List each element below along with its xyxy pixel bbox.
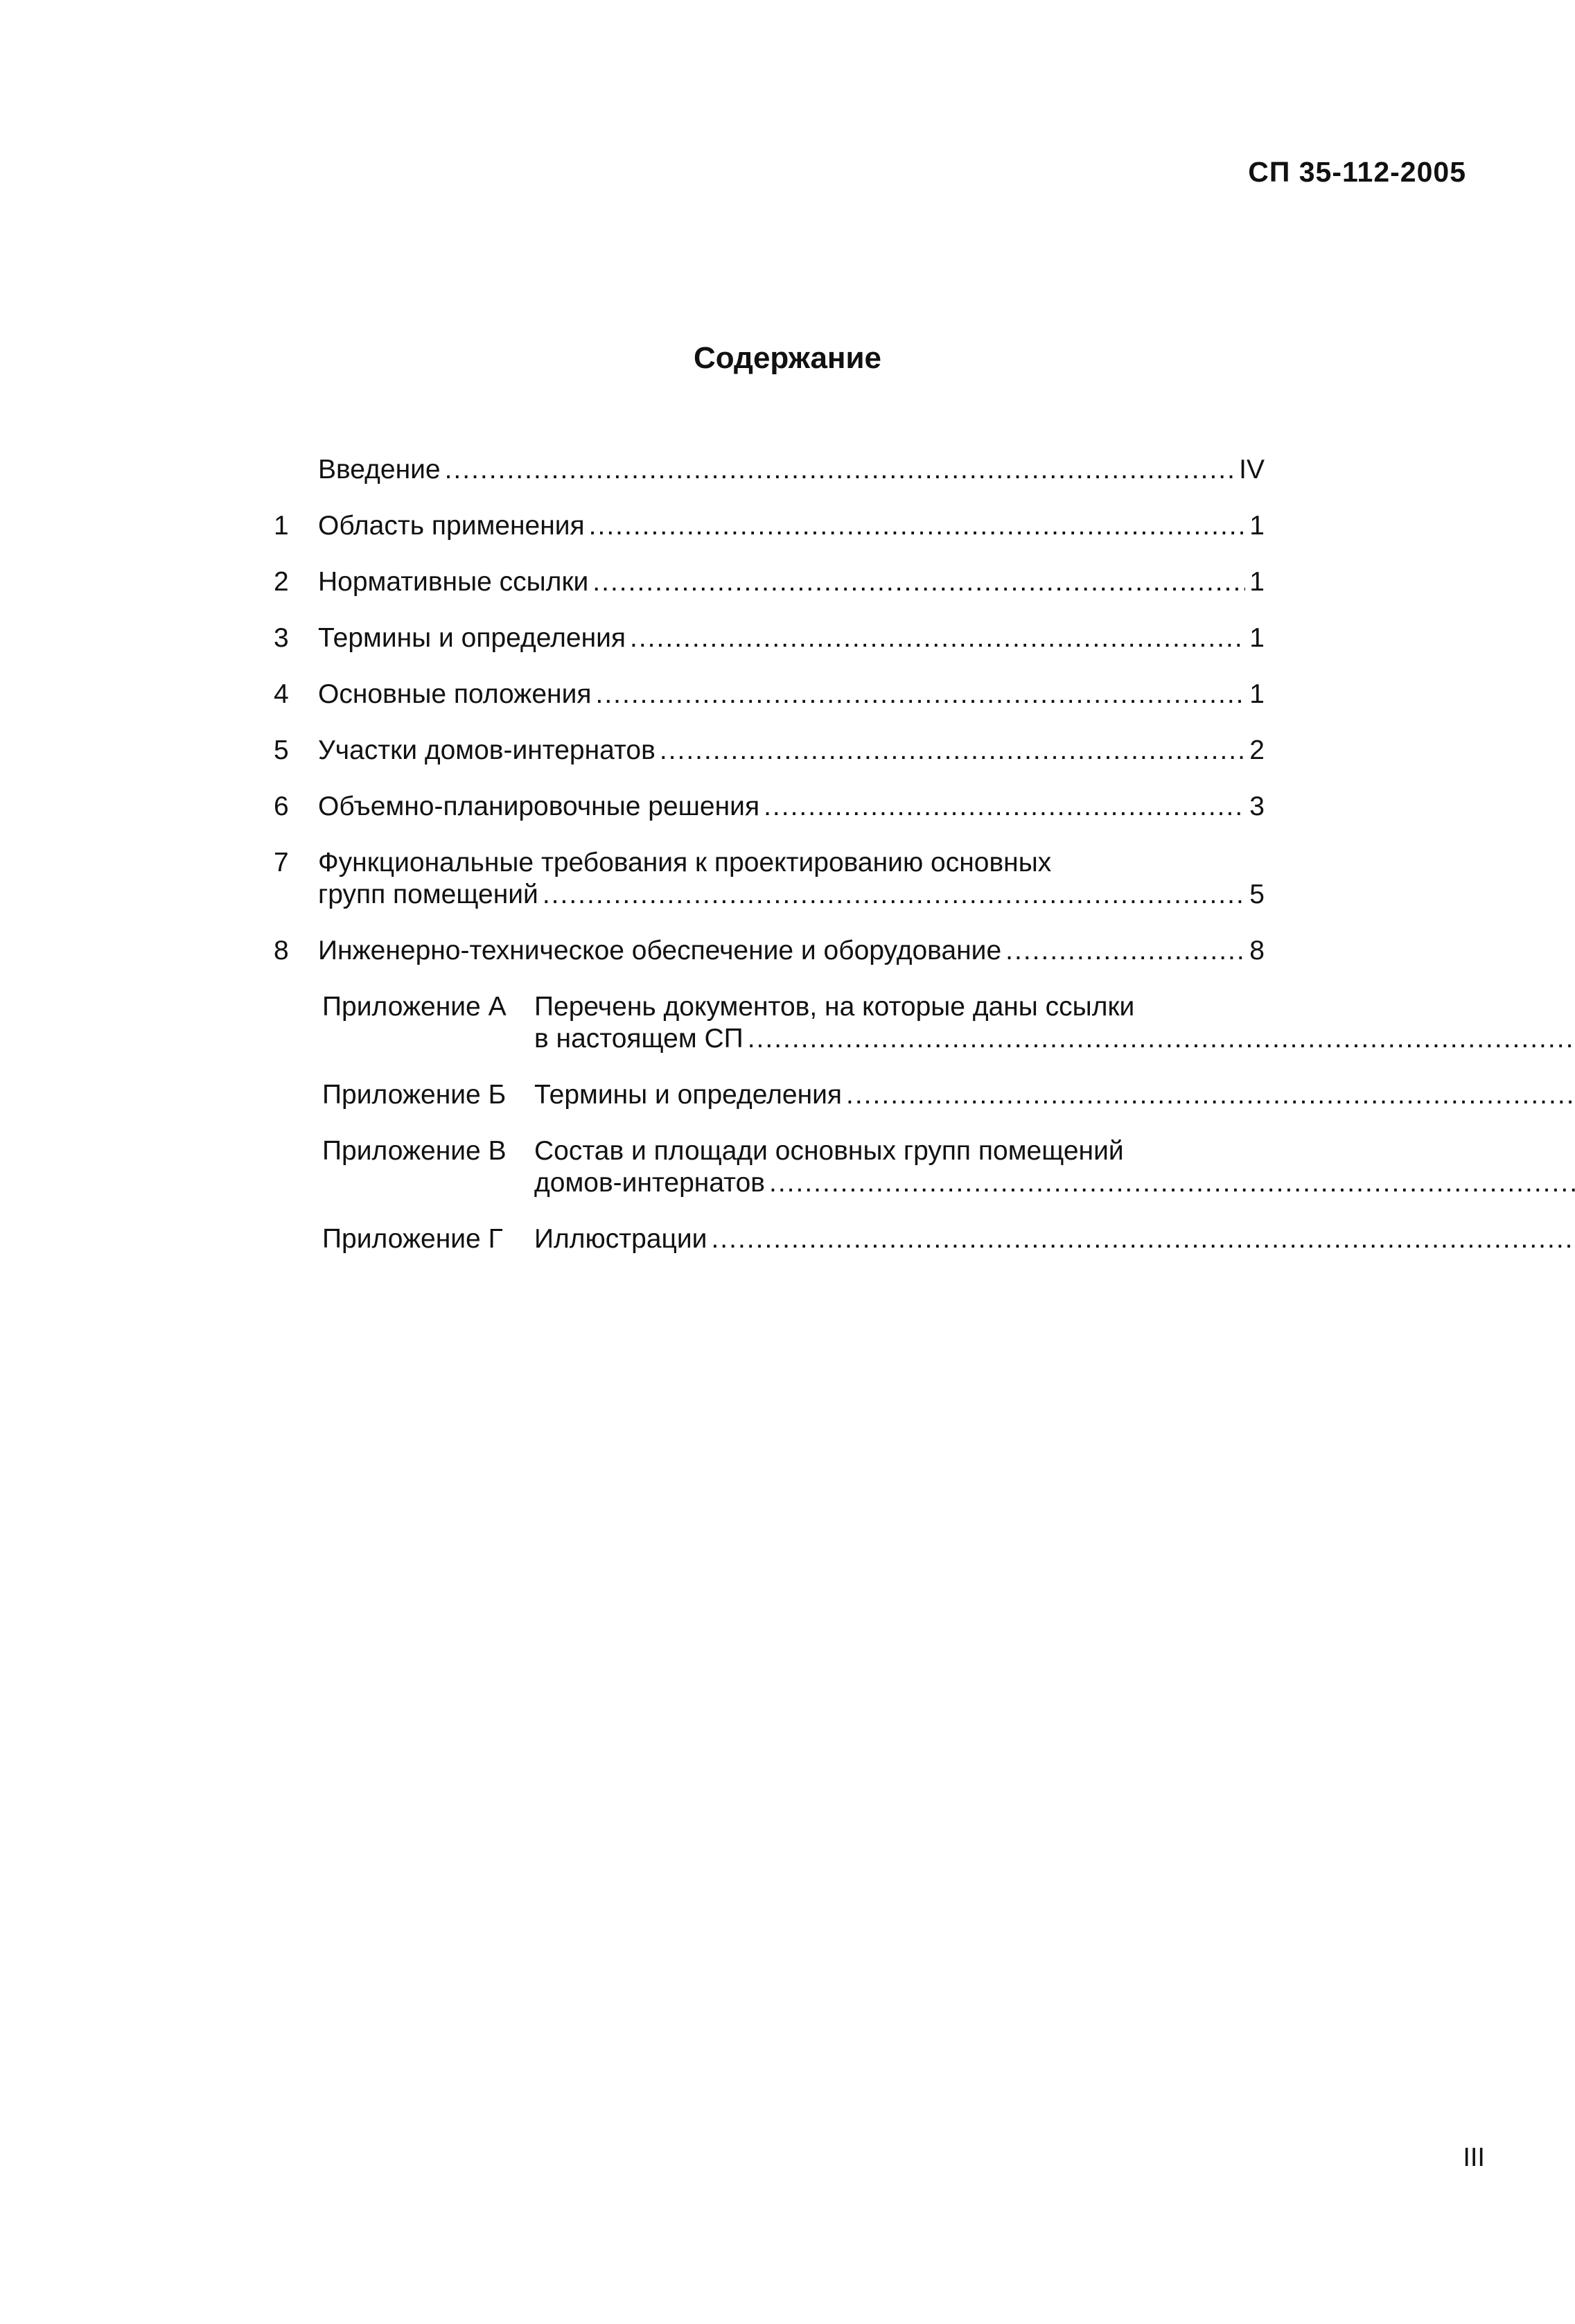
dot-leader — [846, 1079, 1575, 1111]
toc-entry-page: 3 — [1249, 792, 1265, 821]
toc-entry-scope[interactable] — [274, 510, 1265, 542]
toc-entry-page: 1 — [1249, 679, 1265, 709]
toc-entry-number: 1 — [274, 511, 289, 541]
toc-entry-page: 2 — [1249, 735, 1265, 765]
appendix-label: Приложение Б — [322, 1080, 507, 1110]
toc-entry-functional-requirements[interactable] — [274, 847, 1265, 911]
toc-title: Содержание — [693, 341, 882, 375]
appendix-title: Термины и определения — [534, 1080, 843, 1110]
toc-entry-main-provisions[interactable] — [274, 679, 1265, 710]
toc-entry-terms[interactable] — [274, 622, 1265, 654]
toc-appendix-b[interactable] — [274, 1079, 1265, 1111]
dot-leader — [764, 791, 1245, 823]
toc-entry-number: 6 — [274, 792, 289, 821]
table-of-contents — [274, 454, 1265, 1279]
document-code: СП 35-112-2005 — [1248, 156, 1466, 188]
toc-entry-page: 1 — [1249, 567, 1265, 597]
appendix-title-line-2: домов-интернатов — [534, 1168, 765, 1198]
toc-entry-number: 4 — [274, 679, 289, 709]
toc-entry-title: Область применения — [318, 511, 585, 541]
toc-entry-page: 5 — [1249, 880, 1265, 909]
appendix-title-line-1: Состав и площади основных групп помещений — [534, 1136, 1124, 1166]
toc-entry-page: 8 — [1249, 936, 1265, 966]
dot-leader — [769, 1167, 1575, 1199]
toc-appendix-v[interactable] — [274, 1135, 1265, 1199]
toc-entry-page: IV — [1239, 455, 1265, 484]
dot-leader — [711, 1223, 1575, 1255]
toc-entry-title: Основные положения — [318, 679, 592, 709]
toc-entry-title: Участки домов-интернатов — [318, 735, 655, 765]
toc-appendix-a[interactable] — [274, 991, 1265, 1055]
toc-entry-title-line-1: Функциональные требования к проектированию основных — [318, 848, 1052, 877]
appendix-title-line-2: в настоящем СП — [534, 1024, 743, 1054]
appendix-label: Приложение Г — [322, 1224, 503, 1254]
dot-leader — [589, 510, 1246, 542]
dot-leader — [592, 566, 1245, 598]
toc-appendix-g[interactable] — [274, 1223, 1265, 1255]
dot-leader — [630, 622, 1245, 654]
dot-leader — [660, 735, 1245, 767]
toc-entry-normative-references[interactable] — [274, 566, 1265, 598]
toc-entry-title: Введение — [318, 455, 441, 484]
toc-entry-number: 2 — [274, 567, 289, 597]
appendix-title: Иллюстрации — [534, 1224, 707, 1254]
dot-leader — [1005, 935, 1245, 967]
toc-entry-number: 7 — [274, 848, 289, 877]
toc-entry-title-line-2: групп помещений — [318, 880, 538, 909]
toc-entry-title: Объемно-планировочные решения — [318, 792, 760, 821]
toc-entry-engineering[interactable] — [274, 935, 1265, 967]
toc-entry-page: 1 — [1249, 511, 1265, 541]
toc-entry-title: Нормативные ссылки — [318, 567, 589, 597]
appendix-title-line-1: Перечень документов, на которые даны ссылки — [534, 992, 1135, 1022]
toc-entry-planning-solutions[interactable] — [274, 791, 1265, 823]
toc-entry-number: 5 — [274, 735, 289, 765]
toc-entry-title: Инженерно-техническое обеспечение и оборудование — [318, 936, 1002, 966]
appendix-label: Приложение В — [322, 1136, 507, 1166]
dot-leader — [543, 879, 1245, 911]
toc-entry-introduction[interactable] — [274, 454, 1265, 486]
dot-leader — [748, 1023, 1575, 1055]
toc-entry-page: 1 — [1249, 623, 1265, 653]
dot-leader — [445, 454, 1235, 486]
appendix-label: Приложение А — [322, 992, 507, 1022]
dot-leader — [596, 679, 1246, 710]
toc-entry-sites[interactable] — [274, 735, 1265, 767]
toc-entry-title: Термины и определения — [318, 623, 626, 653]
page-number: III — [1463, 2143, 1485, 2172]
toc-entry-number: 3 — [274, 623, 289, 653]
toc-entry-number: 8 — [274, 936, 289, 966]
